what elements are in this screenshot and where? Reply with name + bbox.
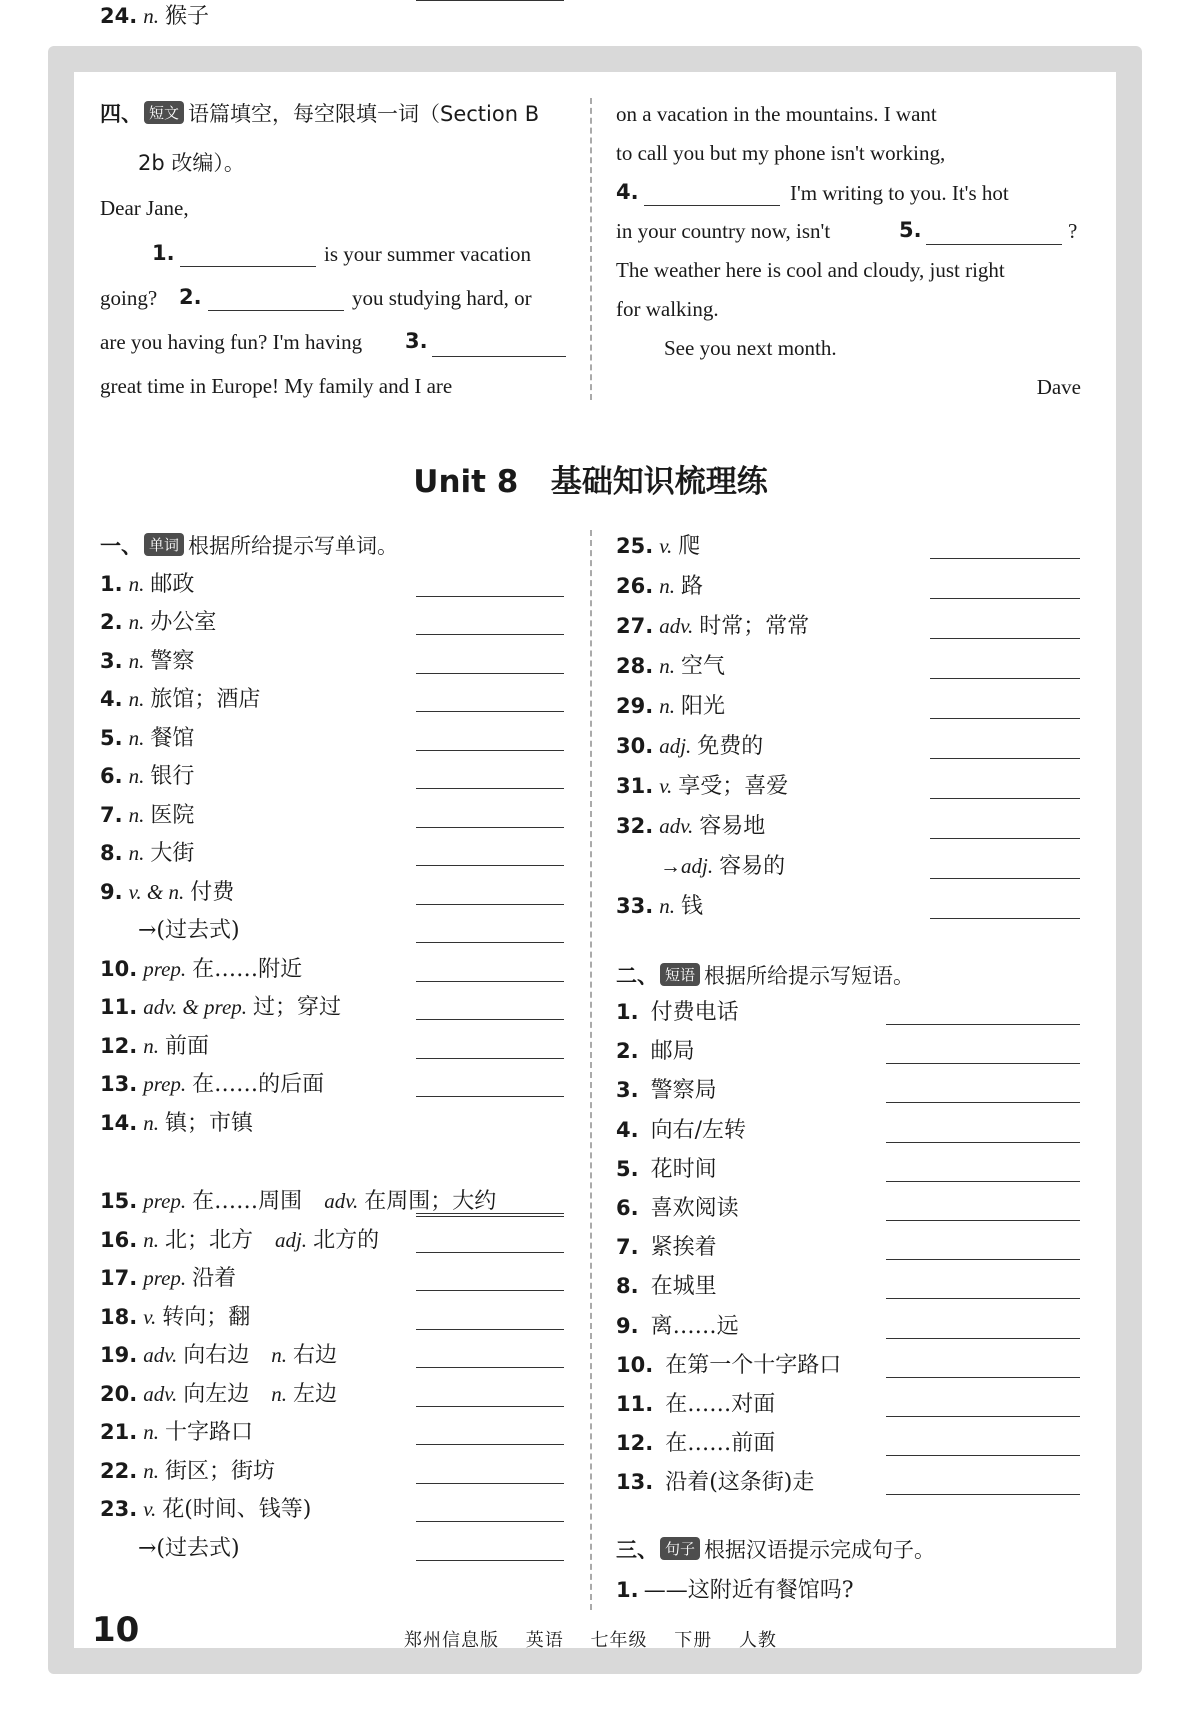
item-number: 1. <box>616 1578 639 1602</box>
vocab-item <box>100 991 347 1023</box>
item-number: 14. <box>100 1111 138 1135</box>
vocab-item <box>100 1301 256 1333</box>
vocab-item <box>616 770 794 802</box>
item-prompt-2: 北方的 <box>313 1228 380 1253</box>
part-of-speech: n. <box>143 1034 159 1058</box>
answer-blank[interactable] <box>416 596 564 597</box>
vocab-item <box>616 996 745 1028</box>
vocab-item <box>100 876 240 908</box>
answer-blank[interactable] <box>930 638 1080 639</box>
part3-number: 三、 <box>616 1538 658 1562</box>
vocab-item <box>100 760 200 792</box>
item-number: 23. <box>100 1497 138 1521</box>
letter-text: is your summer vacation <box>324 242 532 266</box>
item-prompt: 路 <box>680 574 703 599</box>
letter-text: on a vacation in the mountains. I want <box>616 102 937 126</box>
item-prompt: 花(时间、钱等) <box>162 1497 312 1522</box>
part-of-speech: v. & n. <box>128 880 185 904</box>
answer-blank[interactable] <box>416 904 564 905</box>
item-prompt: →(过去式) <box>138 1536 240 1561</box>
item-number: 6. <box>100 764 123 788</box>
letter-closing: See you next month. <box>664 336 837 360</box>
item-number: 19. <box>100 1343 138 1367</box>
item-number: 8. <box>100 841 123 865</box>
part-of-speech: n. <box>659 574 675 598</box>
answer-blank[interactable] <box>886 1377 1080 1378</box>
part-of-speech: n. <box>128 764 145 788</box>
answer-blank[interactable] <box>886 1259 1080 1260</box>
item-number: 15. <box>100 1189 138 1213</box>
item-prompt: 银行 <box>150 764 195 789</box>
part-of-speech: v. <box>143 1305 157 1329</box>
part-of-speech: adj. <box>659 734 692 758</box>
part-of-speech: n. <box>128 610 145 634</box>
part-of-speech: n. <box>128 726 145 750</box>
item-prompt: 喜欢阅读 <box>650 1196 739 1221</box>
item-prompt-2: 左边 <box>292 1382 337 1407</box>
vocab-item <box>616 1349 847 1381</box>
vocab-item <box>100 1416 259 1448</box>
item-number: 13. <box>616 1470 654 1495</box>
item-prompt: 警察局 <box>650 1078 717 1104</box>
item-number: 3. <box>616 1078 639 1103</box>
part-of-speech: adv. <box>659 614 694 638</box>
item-prompt: 付费电话 <box>650 1000 739 1025</box>
part1-number: 一、 <box>100 534 142 558</box>
item-number: 2. <box>616 1039 639 1064</box>
answer-blank[interactable] <box>416 0 564 1</box>
vocab-item <box>100 1339 343 1371</box>
blank-number: 2. <box>179 285 202 309</box>
item-prompt: 紧挨着 <box>650 1235 717 1261</box>
answer-blank[interactable] <box>930 838 1080 839</box>
item-prompt: 十字路口 <box>164 1420 253 1445</box>
letter-text: to call you but my phone isn't working, <box>616 141 946 165</box>
vocab-item <box>100 1224 385 1256</box>
item-number: 10. <box>616 1352 654 1377</box>
part-of-speech: adv. <box>659 814 694 838</box>
item-prompt: 过；穿过 <box>253 995 342 1020</box>
answer-blank[interactable] <box>930 598 1080 599</box>
item-number: 20. <box>100 1382 138 1406</box>
item-number: 33. <box>616 894 654 918</box>
letter-text: great time in Europe! My family and I are <box>100 374 453 398</box>
answer-blank[interactable] <box>930 918 1080 919</box>
part-of-speech: v. <box>659 534 673 558</box>
item-number: 31. <box>616 774 654 798</box>
answer-blank[interactable] <box>886 1181 1080 1182</box>
item-number: 2. <box>100 610 123 634</box>
part2-number: 二、 <box>616 964 658 988</box>
answer-blank[interactable] <box>416 788 564 789</box>
item-number: 30. <box>616 734 654 758</box>
vocab-item <box>100 1068 330 1100</box>
footer-grade: 七年级 <box>590 1630 648 1651</box>
blank-number: 3. <box>405 329 428 353</box>
answer-blank[interactable] <box>930 558 1080 559</box>
footer-edition: 郑州信息版 <box>404 1630 499 1651</box>
answer-blank[interactable] <box>416 1521 564 1522</box>
item-number: 1. <box>100 572 123 596</box>
vocab-item <box>616 570 709 602</box>
item-number: 27. <box>616 614 654 638</box>
item-number: 6. <box>616 1196 639 1220</box>
item-prompt: 容易地 <box>699 814 766 839</box>
vocab-item <box>616 730 769 762</box>
vocab-item <box>100 645 200 677</box>
item-number: 17. <box>100 1266 138 1290</box>
page-paper <box>74 72 1116 1648</box>
footer-info <box>404 1626 777 1652</box>
item-number: 4. <box>616 1117 639 1142</box>
vocab-item <box>100 722 200 754</box>
part-of-speech-2: adv. <box>324 1189 359 1213</box>
item-prompt: 猴子 <box>164 4 209 29</box>
part1-tag: 单词 <box>144 533 184 556</box>
item-prompt: 大街 <box>150 841 195 866</box>
item-number: 7. <box>100 803 123 827</box>
item-prompt: 花时间 <box>650 1156 717 1182</box>
item-prompt: 在……前面 <box>665 1431 776 1457</box>
letter-text: are you having fun? I'm having <box>100 330 363 354</box>
item-prompt: 向右边 <box>183 1343 250 1368</box>
answer-blank[interactable] <box>930 878 1080 879</box>
answer-blank[interactable] <box>416 1444 564 1445</box>
vocab-item <box>100 1030 215 1062</box>
letter-line-1 <box>152 241 175 265</box>
part2-header <box>616 960 914 990</box>
vocab-item <box>100 1262 242 1294</box>
answer-blank[interactable] <box>416 1213 564 1214</box>
answer-blank[interactable] <box>416 673 564 674</box>
item-number: 28. <box>616 654 654 678</box>
footer-volume: 下册 <box>674 1630 713 1651</box>
answer-blank[interactable] <box>886 1220 1080 1221</box>
item-number: 8. <box>616 1274 639 1299</box>
vocab-item <box>616 810 771 842</box>
answer-blank[interactable] <box>416 1096 564 1097</box>
answer-blank[interactable] <box>886 1142 1080 1143</box>
item-prompt: 在……附近 <box>192 957 303 982</box>
item-number: 16. <box>100 1228 138 1252</box>
answer-blank[interactable] <box>886 1102 1080 1103</box>
answer-blank[interactable] <box>416 1560 564 1561</box>
answer-blank[interactable] <box>930 798 1080 799</box>
item-prompt: 付费 <box>190 880 235 905</box>
unit-title: Unit 8 基础知识梳理练 <box>413 464 768 500</box>
item-prompt: 享受；喜爱 <box>678 774 789 799</box>
section4-instruction: 语篇填空，每空限填一词（Section B <box>188 102 540 126</box>
answer-blank[interactable] <box>886 1494 1080 1495</box>
answer-blank[interactable] <box>886 1063 1080 1064</box>
vocab-item <box>100 1455 281 1487</box>
item-prompt: 在……对面 <box>665 1392 776 1417</box>
item-number: 11. <box>100 995 138 1019</box>
letter-text: in your country now, isn't <box>616 219 831 243</box>
item-prompt: 在……周围 <box>192 1189 303 1214</box>
item-prompt: 前面 <box>164 1034 209 1059</box>
item-number: 25. <box>616 534 654 558</box>
item-prompt: 爬 <box>678 534 701 559</box>
footer-publisher: 人教 <box>738 1630 777 1651</box>
section4-header <box>100 98 539 128</box>
vocab-item <box>616 1231 723 1263</box>
part-of-speech: →adj. <box>660 854 714 878</box>
blank-number: 1. <box>152 241 175 265</box>
vocab-item <box>616 1310 745 1342</box>
item-prompt: 北；北方 <box>164 1228 253 1253</box>
part-of-speech: n. <box>143 1459 159 1483</box>
section4-instruction-cont: 2b 改编）。 <box>138 151 245 175</box>
vocab-item <box>616 1270 723 1302</box>
answer-blank[interactable] <box>416 750 564 751</box>
item-prompt: 离……远 <box>650 1313 739 1339</box>
item-number: 12. <box>616 1431 654 1456</box>
answer-blank[interactable] <box>416 865 564 866</box>
vocab-item <box>100 683 266 715</box>
answer-blank[interactable] <box>416 1329 564 1330</box>
part-of-speech: n. <box>143 1228 159 1252</box>
part-of-speech: prep. <box>143 1266 187 1290</box>
answer-blank[interactable] <box>886 1024 1080 1025</box>
vocab-item <box>616 530 706 562</box>
part-of-speech: n. <box>143 1111 159 1135</box>
part1-header <box>100 530 398 560</box>
part-of-speech: n. <box>128 841 145 865</box>
vocab-item <box>100 1378 343 1410</box>
part-of-speech-2: n. <box>271 1343 287 1367</box>
answer-blank[interactable] <box>886 1298 1080 1299</box>
item-number: 24. <box>100 4 138 28</box>
blank-number: 4. <box>616 180 639 204</box>
answer-blank[interactable] <box>416 711 564 712</box>
item-prompt: 沿着 <box>192 1266 237 1291</box>
vocab-item <box>616 1153 723 1185</box>
footer-subject: 英语 <box>525 1630 564 1651</box>
vocab-item <box>100 837 200 869</box>
item-number: 11. <box>616 1392 654 1416</box>
part-of-speech: v. <box>143 1497 157 1521</box>
item-prompt: 餐馆 <box>150 726 195 751</box>
page-number: 10 <box>92 1610 140 1650</box>
item-number: 5. <box>100 726 123 750</box>
answer-blank[interactable] <box>930 758 1080 759</box>
answer-blank[interactable] <box>416 1406 564 1407</box>
vocab-item <box>100 606 222 638</box>
answer-blank[interactable] <box>416 1252 564 1253</box>
item-number: 13. <box>100 1072 138 1096</box>
item-prompt: 时常；常常 <box>699 614 810 639</box>
letter-text: for walking. <box>616 297 719 321</box>
answer-blank[interactable] <box>886 1455 1080 1456</box>
answer-blank-3[interactable] <box>432 356 566 357</box>
vocab-item <box>616 1388 781 1420</box>
item-prompt: 镇；市镇 <box>164 1111 253 1136</box>
part-of-speech: n. <box>128 649 145 673</box>
item-number: 29. <box>616 694 654 718</box>
vocab-item <box>616 1035 701 1067</box>
vocab-item <box>100 953 308 985</box>
item-prompt: 向左边 <box>183 1382 250 1407</box>
item-number: 9. <box>616 1313 639 1338</box>
item-prompt: →(过去式) <box>138 918 240 943</box>
vocab-item <box>616 650 731 682</box>
item-prompt: 邮政 <box>150 572 195 597</box>
column-divider <box>590 98 592 400</box>
column-divider <box>590 530 592 1610</box>
item-number: 1. <box>616 1000 639 1024</box>
item-number: 10. <box>100 957 138 981</box>
vocab-item <box>616 890 709 922</box>
part2-instruction: 根据所给提示写短语。 <box>704 964 915 988</box>
part2-tag: 短语 <box>660 963 700 986</box>
item-number: 7. <box>616 1235 639 1260</box>
vocab-item <box>126 1532 246 1564</box>
item-prompt: 转向；翻 <box>162 1305 251 1330</box>
blank-number: 5. <box>899 218 922 242</box>
item-prompt: ——这附近有餐馆吗? <box>643 1578 854 1603</box>
item-prompt: 向右/左转 <box>650 1117 747 1143</box>
part-of-speech: prep. <box>143 1072 187 1096</box>
section4-number: 四、 <box>100 102 142 126</box>
part-of-speech: prep. <box>143 1189 187 1213</box>
vocab-item <box>126 914 246 946</box>
part-of-speech: n. <box>659 654 675 678</box>
part-of-speech: n. <box>128 803 145 827</box>
vocab-item <box>616 1466 820 1498</box>
part-of-speech: n. <box>143 4 159 28</box>
answer-blank-1[interactable] <box>180 266 316 267</box>
answer-blank[interactable] <box>416 981 564 982</box>
item-prompt: 阳光 <box>680 694 725 719</box>
letter-text: ? <box>1068 219 1078 243</box>
part3-header <box>616 1534 935 1564</box>
vocab-item <box>100 1493 317 1525</box>
part-of-speech: n. <box>659 894 675 918</box>
part-of-speech: n. <box>128 572 145 596</box>
answer-blank[interactable] <box>416 1483 564 1484</box>
item-prompt: 警察 <box>150 649 195 674</box>
item-prompt: 免费的 <box>697 734 764 759</box>
part-of-speech: n. <box>128 687 145 711</box>
answer-blank[interactable] <box>416 942 564 943</box>
item-prompt: 街区；街坊 <box>164 1459 275 1484</box>
answer-blank[interactable] <box>416 827 564 828</box>
item-prompt: 在第一个十字路口 <box>665 1352 842 1378</box>
part-of-speech-2: adj. <box>274 1228 308 1252</box>
item-prompt: 在城里 <box>650 1274 717 1300</box>
section4-tag: 短文 <box>144 101 184 124</box>
item-number: 5. <box>616 1156 639 1181</box>
item-number: 9. <box>100 880 123 904</box>
letter-text: I'm writing to you. It's hot <box>790 181 1009 205</box>
vocab-item <box>654 850 791 882</box>
vocab-item <box>100 0 215 32</box>
vocab-item <box>616 1114 752 1146</box>
vocab-item <box>100 799 200 831</box>
answer-blank-5[interactable] <box>926 244 1062 245</box>
letter-text: you studying hard, or <box>352 286 532 310</box>
vocab-item <box>100 568 200 600</box>
answer-blank[interactable] <box>930 678 1080 679</box>
letter-text: The weather here is cool and cloudy, just right <box>616 258 1005 282</box>
answer-blank[interactable] <box>416 1019 564 1020</box>
item-prompt: 空气 <box>680 654 725 679</box>
item-number: 22. <box>100 1459 138 1483</box>
answer-blank[interactable] <box>416 634 564 635</box>
answer-blank[interactable] <box>416 1367 564 1368</box>
item-number: 26. <box>616 574 654 598</box>
vocab-item <box>100 1107 259 1139</box>
part-of-speech: adv. <box>143 1382 178 1406</box>
item-prompt: 医院 <box>150 803 195 828</box>
vocab-item <box>616 1192 745 1224</box>
part-of-speech: adv. & prep. <box>143 995 248 1019</box>
item-prompt: 在……的后面 <box>192 1072 325 1097</box>
item-prompt: 沿着(这条街)走 <box>665 1470 815 1496</box>
part3-item <box>616 1574 853 1606</box>
part-of-speech: prep. <box>143 957 187 981</box>
answer-blank-4[interactable] <box>644 205 780 206</box>
item-prompt: 容易的 <box>719 854 786 879</box>
part-of-speech: v. <box>659 774 673 798</box>
item-prompt: 旅馆；酒店 <box>150 687 261 712</box>
part3-tag: 句子 <box>660 1537 700 1560</box>
item-prompt: 办公室 <box>150 610 217 635</box>
letter-text: going? <box>100 286 158 310</box>
vocab-item <box>616 690 731 722</box>
item-number: 12. <box>100 1034 138 1058</box>
answer-blank[interactable] <box>886 1338 1080 1339</box>
vocab-item <box>616 1074 723 1106</box>
vocab-item <box>616 1427 781 1459</box>
item-number: 3. <box>100 649 123 673</box>
item-number: 4. <box>100 687 123 711</box>
item-number: 18. <box>100 1305 138 1329</box>
part3-instruction: 根据汉语提示完成句子。 <box>704 1538 936 1562</box>
item-prompt: 邮局 <box>650 1039 695 1065</box>
letter-greeting: Dear Jane, <box>100 196 189 220</box>
part-of-speech: adv. <box>143 1343 178 1367</box>
answer-blank[interactable] <box>886 1416 1080 1417</box>
letter-signature: Dave <box>1036 375 1081 399</box>
vocab-item <box>616 610 815 642</box>
part-of-speech: n. <box>659 694 675 718</box>
item-prompt-2: 右边 <box>292 1343 337 1368</box>
part-of-speech: n. <box>143 1420 159 1444</box>
answer-blank-2[interactable] <box>208 310 344 311</box>
part-of-speech-2: n. <box>271 1382 287 1406</box>
item-prompt-2: 在周围；大约 <box>364 1189 497 1214</box>
part1-instruction: 根据所给提示写单词。 <box>188 534 399 558</box>
answer-blank[interactable] <box>930 718 1080 719</box>
item-number: 21. <box>100 1420 138 1444</box>
item-prompt: 钱 <box>680 894 703 919</box>
answer-blank[interactable] <box>416 1058 564 1059</box>
answer-blank[interactable] <box>416 1290 564 1291</box>
item-number: 32. <box>616 814 654 838</box>
